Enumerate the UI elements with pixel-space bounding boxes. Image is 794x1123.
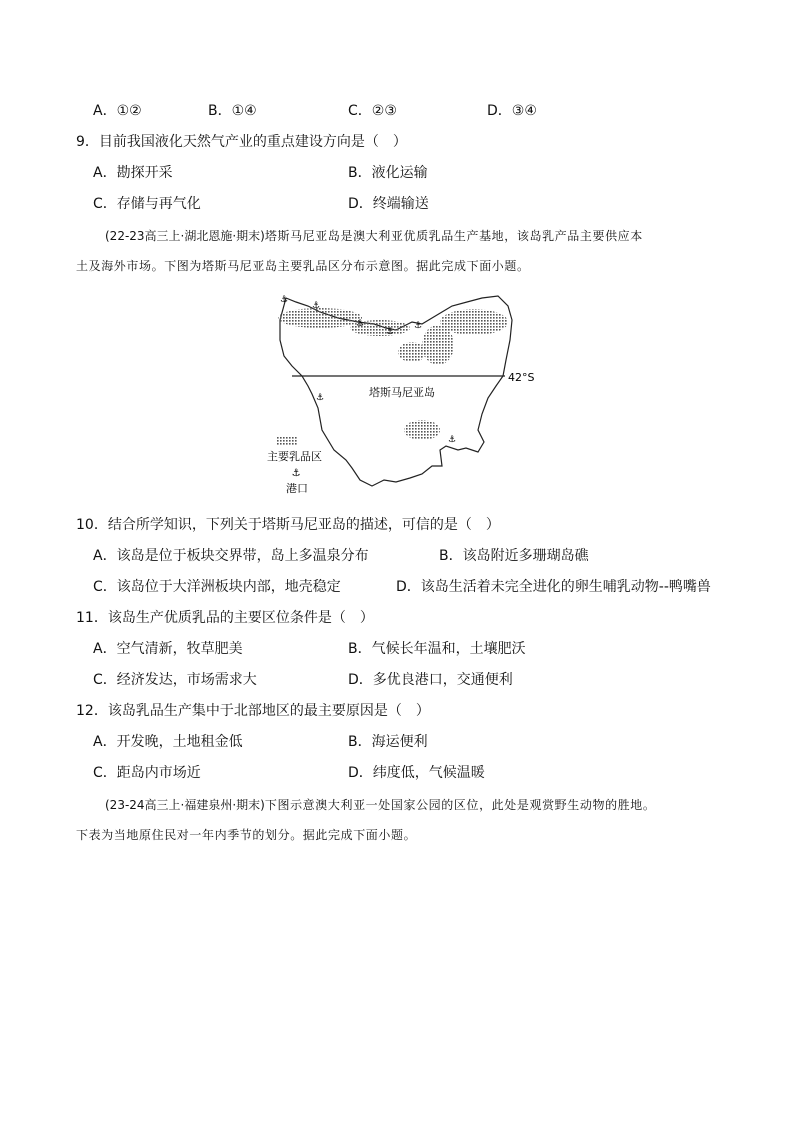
q11-stem: 11．该岛生产优质乳品的主要区位条件是（ ） — [76, 610, 374, 626]
q9-option-b: B．液化运输 — [348, 165, 428, 181]
passage2-text1: 下图示意澳大利亚一处国家公园的区位，此处是观赏野生动物的胜地。 — [264, 798, 656, 812]
legend-port-icon: ⚓ — [291, 468, 301, 479]
latitude-label: 42°S — [508, 371, 535, 384]
dairy-area — [398, 342, 426, 362]
q10-option-d: D．该岛生活着未完全进化的卵生哺乳动物--鸭嘴兽 — [396, 579, 711, 595]
q10-stem: 10．结合所学知识，下列关于塔斯马尼亚岛的描述，可信的是（ ） — [76, 517, 500, 533]
passage1-text1: 塔斯马尼亚岛是澳大利亚优质乳品生产基地，该岛乳产品主要供应本 — [264, 229, 643, 243]
q10-option-c: C．该岛位于大洋洲板块内部，地壳稳定 — [93, 579, 341, 595]
q12-option-c: C．距岛内市场近 — [93, 765, 201, 781]
dairy-area — [440, 309, 508, 335]
q10-option-a: A．该岛是位于板块交界带，岛上多温泉分布 — [93, 548, 369, 564]
passage2-source: (23-24高三上·福建泉州·期末) — [105, 798, 265, 812]
q11-option-a: A．空气清新，牧草肥美 — [93, 641, 243, 657]
svg-text:⚓: ⚓ — [315, 393, 325, 403]
svg-text:⚓: ⚓ — [447, 435, 457, 445]
passage1-text2: 土及海外市场。下图为塔斯马尼亚岛主要乳品区分布示意图。据此完成下面小题。 — [76, 259, 530, 273]
dairy-area — [404, 420, 440, 440]
q12-option-d: D．纬度低，气候温暖 — [348, 765, 485, 781]
passage1-line1 — [105, 221, 745, 251]
q12-option-b: B．海运便利 — [348, 734, 428, 750]
passage1-source: (22-23高三上·湖北恩施·期末) — [105, 229, 265, 243]
q11-option-b: B．气候长年温和，土壤肥沃 — [348, 641, 526, 657]
passage2-text2: 下表为当地原住民对一年内季节的划分。据此完成下面小题。 — [76, 828, 417, 842]
svg-text:⚓: ⚓ — [311, 301, 321, 311]
q12-stem: 12．该岛乳品生产集中于北部地区的最主要原因是（ ） — [76, 703, 430, 719]
svg-text:⚓: ⚓ — [355, 319, 365, 329]
q9-option-c: C．存储与再气化 — [93, 196, 201, 212]
q8-option-d: D．③④ — [487, 103, 537, 119]
q11-option-d: D．多优良港口，交通便利 — [348, 672, 513, 688]
island-label: 塔斯马尼亚岛 — [369, 386, 435, 399]
q9-option-d: D．终端输送 — [348, 196, 429, 212]
svg-text:⚓: ⚓ — [413, 321, 423, 331]
q9-stem: 9．目前我国液化天然气产业的重点建设方向是（ ） — [76, 134, 407, 150]
passage2-line1 — [105, 790, 745, 820]
q11-option-c: C．经济发达，市场需求大 — [93, 672, 257, 688]
q10-option-b: B．该岛附近多珊瑚岛礁 — [439, 548, 589, 564]
dairy-area — [422, 325, 454, 365]
q8-option-a: A．①② — [93, 103, 142, 119]
q8-option-c: C．②③ — [348, 103, 397, 119]
legend-dairy-swatch — [276, 436, 298, 445]
q9-option-a: A．勘探开采 — [93, 165, 173, 181]
svg-text:⚓: ⚓ — [279, 295, 289, 305]
dairy-area — [278, 308, 365, 329]
legend-dairy-label: 主要乳品区 — [267, 450, 322, 463]
svg-text:⚓: ⚓ — [385, 327, 395, 337]
tasmania-dairy-map — [262, 290, 552, 500]
q12-option-a: A．开发晚，土地租金低 — [93, 734, 243, 750]
q8-option-b: B．①④ — [208, 103, 257, 119]
legend-port-label: 港口 — [286, 482, 308, 495]
